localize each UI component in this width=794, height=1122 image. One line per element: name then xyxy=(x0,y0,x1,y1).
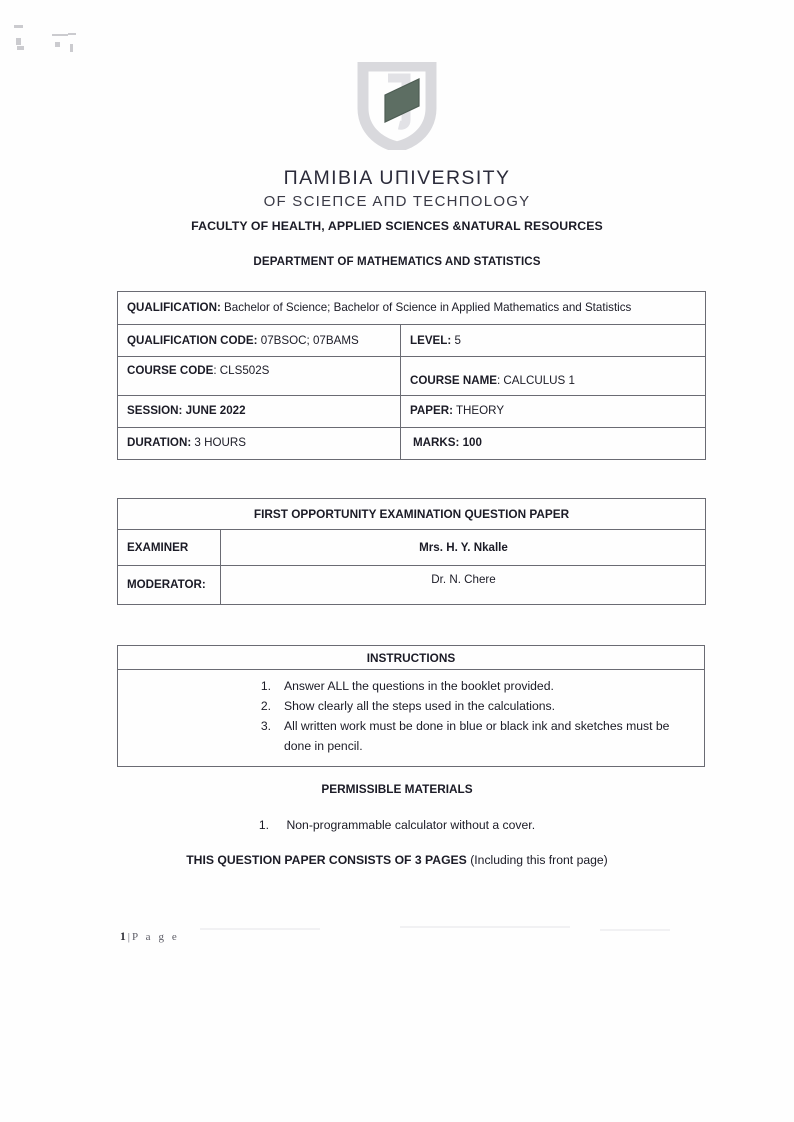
instructions-table xyxy=(117,645,705,767)
scan-smudge xyxy=(200,928,320,930)
department-heading: DEPARTMENT OF MATHEMATICS AND STATISTICS xyxy=(253,255,541,268)
examiner-label-cell xyxy=(118,530,221,566)
page-count-strong: THIS QUESTION PAPER CONSISTS OF 3 PAGES xyxy=(186,853,467,867)
qualification-value: Bachelor of Science; Bachelor of Science in Applied Mathematics and Statistics xyxy=(224,301,632,315)
page-footer xyxy=(120,931,179,943)
scan-artifact-speckles xyxy=(8,22,128,62)
paper-label: PAPER: xyxy=(410,404,453,418)
moderator-name-cell xyxy=(221,566,706,605)
level-value: 5 xyxy=(454,333,461,347)
instructions-body xyxy=(118,670,705,767)
list-item-text: Answer ALL the questions in the booklet provided. xyxy=(284,679,554,693)
list-item xyxy=(118,696,694,716)
scan-smudge xyxy=(400,926,570,928)
qualification-cell xyxy=(118,292,706,325)
level-cell xyxy=(401,325,706,357)
level-label: LEVEL: xyxy=(410,333,452,347)
qualification-code-label: QUALIFICATION CODE: xyxy=(127,333,258,347)
university-name-line1: ΠAMIBIA UΠIVERSITY xyxy=(283,167,511,189)
university-name-block xyxy=(0,166,794,213)
qualification-table xyxy=(117,291,706,460)
table-row xyxy=(118,292,706,325)
table-row xyxy=(118,566,706,605)
nust-shield-logo-icon xyxy=(355,62,439,150)
list-item-number: 3. xyxy=(260,719,271,734)
university-name-line2: OF SCIEΠCE AΠD TECHΠOLOGY xyxy=(263,193,531,211)
course-code-label: COURSE CODE xyxy=(127,364,214,377)
duration-value: 3 HOURS xyxy=(194,436,246,450)
qualification-code-value: 07BSOC; 07BAMS xyxy=(260,333,359,347)
qualification-label: QUALIFICATION: xyxy=(127,301,221,315)
table-row xyxy=(118,325,706,357)
exam-paper-header: FIRST OPPORTUNITY EXAMINATION QUESTION PAPER xyxy=(118,499,706,530)
university-logo xyxy=(0,62,794,150)
course-code-value: : CLS502S xyxy=(213,364,270,377)
paper-value: THEORY xyxy=(455,404,505,418)
permissible-item-text: Non-programmable calculator without a cover. xyxy=(286,818,536,832)
session-cell xyxy=(118,395,401,427)
moderator-name: Dr. N. Chere xyxy=(431,573,496,586)
footer-separator: | xyxy=(127,931,130,943)
moderator-label-cell xyxy=(118,566,221,605)
session-label: SESSION: JUNE 2022 xyxy=(127,404,246,418)
instructions-list xyxy=(118,676,694,757)
permissible-item-number: 1. xyxy=(258,818,270,832)
duration-label: DURATION: xyxy=(127,436,192,450)
footer-page-number: 1 xyxy=(120,931,126,943)
list-item-number: 2. xyxy=(260,699,271,714)
examiner-name-cell xyxy=(221,530,706,566)
duration-cell xyxy=(118,427,401,459)
list-item-number: 1. xyxy=(260,679,271,693)
marks-label: MARKS: 100 xyxy=(413,436,482,450)
list-item-text: Show clearly all the steps used in the calculations. xyxy=(284,699,555,714)
marks-cell xyxy=(401,427,706,459)
course-name-label: COURSE NAME xyxy=(410,374,497,387)
page-count-normal: (Including this front page) xyxy=(470,853,608,867)
permissible-materials-item xyxy=(0,818,794,832)
list-item xyxy=(118,716,694,756)
examiner-label: EXAMINER xyxy=(127,540,189,554)
paper-cell xyxy=(401,395,706,427)
faculty-heading: FACULTY OF HEALTH, APPLIED SCIENCES &NATURAL RESOURCES xyxy=(191,219,603,233)
table-row xyxy=(118,646,705,670)
examiner-name: Mrs. H. Y. Nkalle xyxy=(419,540,508,554)
list-item xyxy=(118,676,694,696)
permissible-materials-title: PERMISSIBLE MATERIALS xyxy=(321,782,473,796)
table-row xyxy=(118,357,706,396)
footer-page-label: P a g e xyxy=(131,931,180,943)
examiner-table xyxy=(117,498,706,605)
instructions-header: INSTRUCTIONS xyxy=(118,646,705,670)
table-row xyxy=(118,427,706,459)
table-row xyxy=(118,670,705,767)
table-row xyxy=(118,499,706,530)
scan-smudge xyxy=(600,929,670,931)
moderator-label: MODERATOR: xyxy=(127,578,206,591)
course-name-cell xyxy=(401,357,706,396)
list-item-text: All written work must be done in blue or black ink and sketches must be done in pencil. xyxy=(284,719,670,754)
qualification-code-cell xyxy=(118,325,401,357)
table-row xyxy=(118,395,706,427)
course-name-value: : CALCULUS 1 xyxy=(496,374,575,387)
course-code-cell xyxy=(118,357,401,396)
table-row xyxy=(118,530,706,566)
page-count-note xyxy=(0,853,794,867)
